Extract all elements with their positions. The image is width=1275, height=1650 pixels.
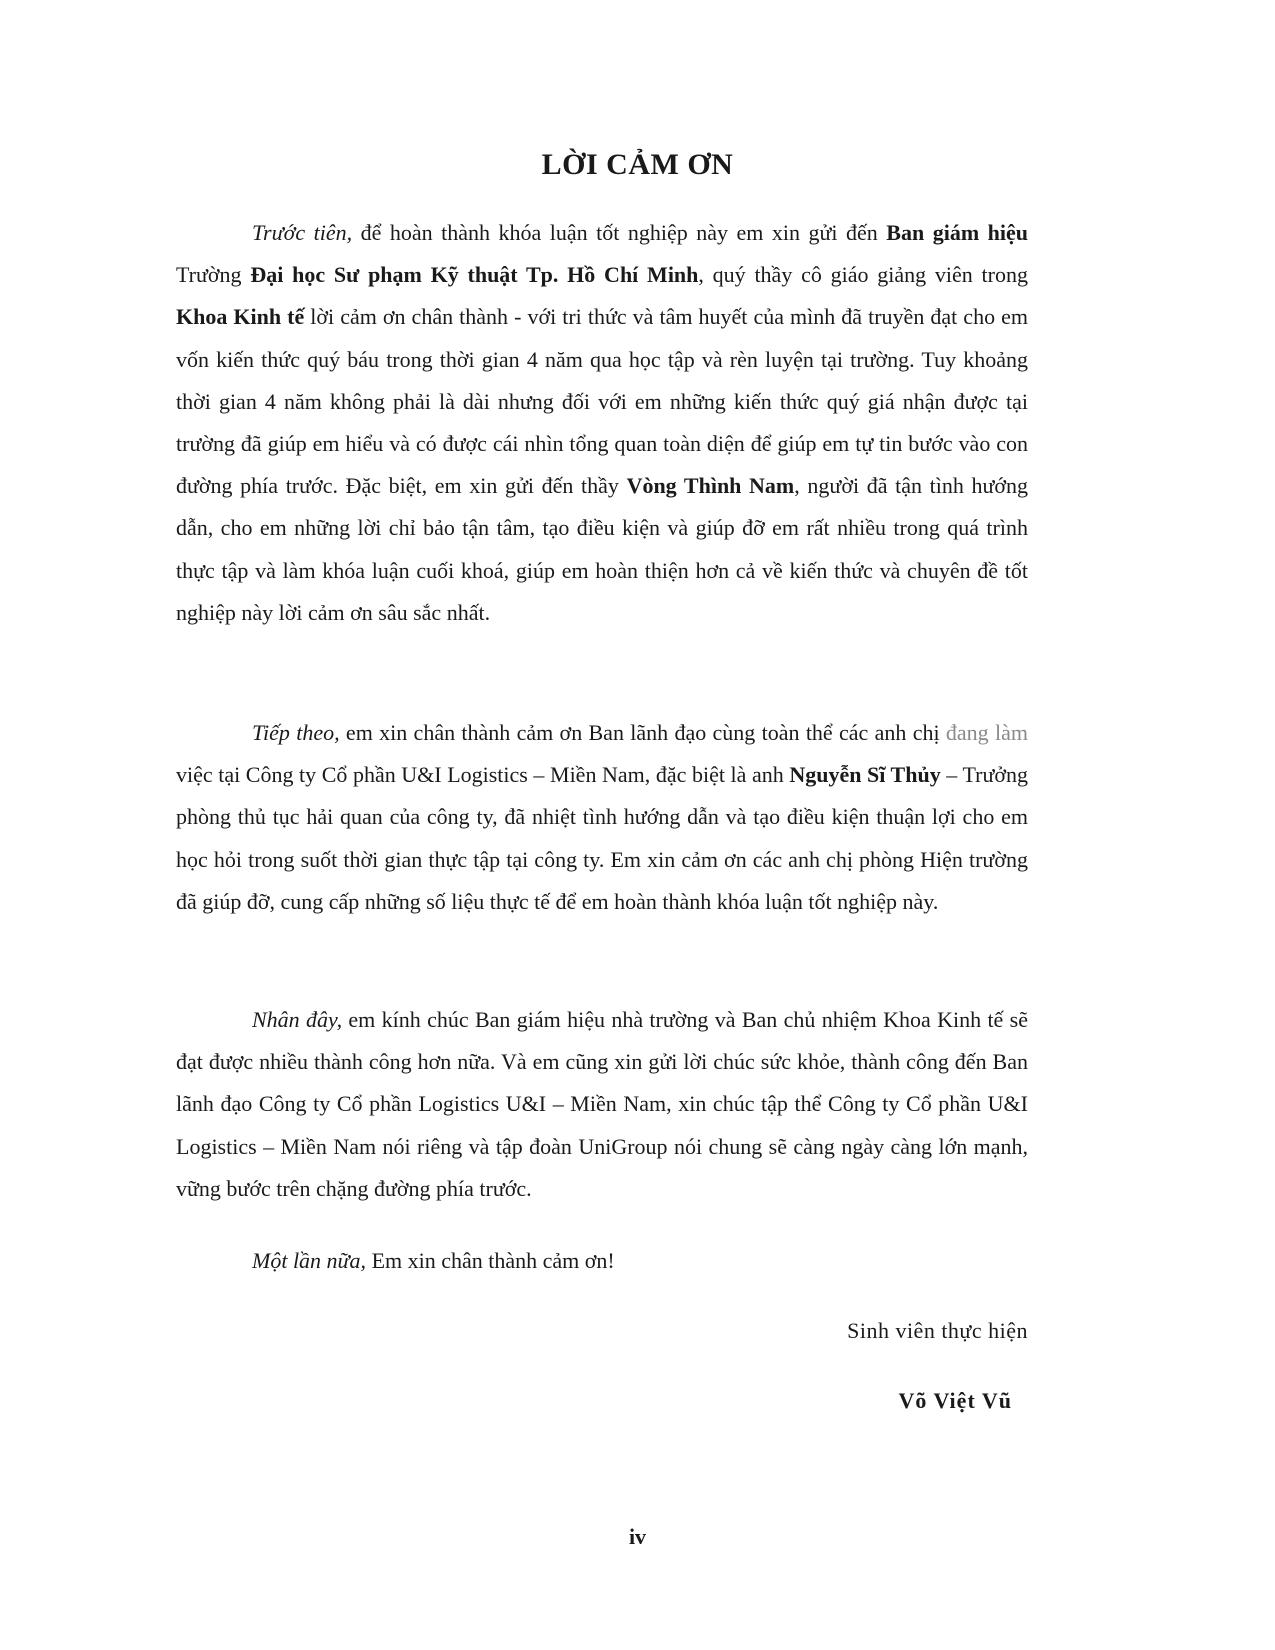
paragraph-intro	[176, 212, 1028, 634]
paragraph-text: , người đã tận tình hướng dẫn, cho em những lời chỉ bảo tận tâm, tạo điều kiện và giúp đỡ em rất nhiều trong quá trình thực tập và làm khóa luận cuối khoá, giúp em hoàn thiện hơn cả về kiến thức và chuyên đề tốt nghiệp này lời cảm ơn sâu sắc nhất.	[176, 473, 1029, 625]
paragraph-closing	[176, 1240, 1028, 1282]
paragraph-text: Em xin chân thành cảm ơn!	[366, 1248, 615, 1273]
emphasis-text: Nguyễn Sĩ Thủy	[789, 762, 941, 788]
page-title: LỜI CẢM ƠN	[541, 148, 734, 181]
paragraph-lead: Nhân đây,	[252, 1007, 343, 1032]
paragraph-wishes	[176, 999, 1028, 1210]
paragraph-text: Trường	[176, 262, 251, 288]
signer-name: Võ Việt Vũ	[898, 1388, 1012, 1413]
emphasis-text: Vòng Thình Nam	[626, 473, 795, 499]
paragraph-text: – Trưởng phòng thủ tục hải quan của công ty, đã nhiệt tình hướng dẫn và tạo điều kiện thuận lợi cho em học hỏi trong suốt thời gian thực tập tại công ty. Em xin cảm ơn các anh chị phòng Hiện trường đã giúp đỡ, cung cấp những số liệu thực tế để em hoàn thành khóa luận tốt nghiệp này.	[176, 762, 1029, 914]
paragraph-text: để hoàn thành khóa luận tốt nghiệp này em xin gửi đến	[352, 220, 887, 245]
paragraph-text: , quý thầy cô giáo giảng viên trong	[698, 262, 1028, 288]
signer-role: Sinh viên thực hiện	[847, 1318, 1028, 1343]
paragraph-text: lời cảm ơn chân thành - với tri thức và tâm huyết của mình đã truyền đạt cho em vốn kiến thức quý báu trong thời gian 4 năm qua học tập và rèn luyện tại trường. Tuy khoảng thời gian 4 năm không phải là dài nhưng đối với em những kiến thức quý giá nhận được tại trường đã giúp em hiểu và có được cái nhìn tổng quan toàn diện để giúp em tự tin bước vào con đường phía trước. Đặc biệt, em xin gửi đến thầy	[176, 304, 1028, 499]
emphasis-text: Khoa Kinh tế	[176, 304, 305, 330]
paragraph-text: việc tại Công ty Cổ phần U&I Logistics – Miền Nam, đặc biệt là anh	[176, 762, 790, 788]
faded-text: đang làm	[945, 720, 1028, 745]
page-number: iv	[628, 1524, 647, 1549]
paragraph-lead: Tiếp theo,	[252, 720, 340, 745]
emphasis-text: Đại học Sư phạm Kỹ thuật Tp. Hồ Chí Minh	[250, 262, 699, 288]
paragraph-text: em xin chân thành cảm ơn Ban lãnh đạo cùng toàn thể các anh chị	[339, 720, 946, 745]
paragraph-text: em kính chúc Ban giám hiệu nhà trường và Ban chủ nhiệm Khoa Kinh tế sẽ đạt được nhiều thành công hơn nữa. Và em cũng xin gửi lời chúc sức khỏe, thành công đến Ban lãnh đạo Công ty Cổ phần Logistics U&I – Miền Nam, xin chúc tập thể Công ty Cổ phần U&I Logistics – Miền Nam nói riêng và tập đoàn UniGroup nói chung sẽ càng ngày càng lớn mạnh, vững bước trên chặng đường phía trước.	[176, 1007, 1028, 1201]
paragraph-company-thanks	[176, 712, 1028, 923]
emphasis-text: Ban giám hiệu	[886, 220, 1028, 245]
paragraph-lead: Trước tiên,	[252, 220, 353, 245]
paragraph-lead: Một lần nữa,	[252, 1248, 367, 1273]
